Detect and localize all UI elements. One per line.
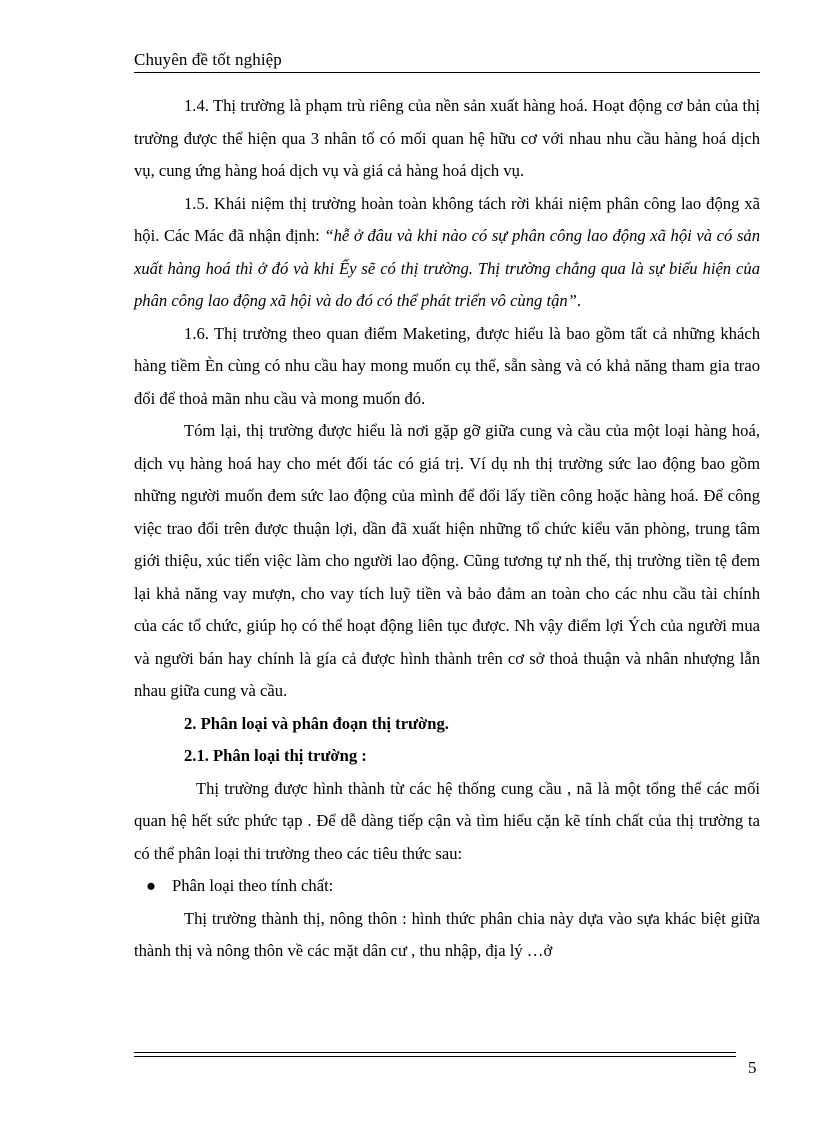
marx-quote: “hễ ở đâu và khi nào có sự phân công lao động xã hội và có sản xuất hàng hoá thì ở đó và khi Ếy sẽ có thị trường. Thị trường chẳng qua là sự biểu hiện của phân công lao động xã hội và do đó có thể phát triển vô cùng tận” [134,226,760,310]
document-body [134,90,760,968]
bullet-text: Phân loại theo tính chất: [172,876,334,895]
page-header-title: Chuyên đề tốt nghiệp [134,50,282,69]
footer-rule-bottom [134,1056,736,1057]
paragraph-1-5-end: . [576,291,582,310]
heading-section-2-1: 2.1. Phân loại thị trường : [184,746,367,765]
paragraph-1-4: 1.4. Thị trường là phạm trù riêng của nền sản xuất hàng hoá. Hoạt động cơ bản của thị trường được thể hiện qua 3 nhân tố có mối quan hệ hữu cơ với nhau nhu cầu hàng hoá dịch vụ, cung ứng hàng hoá dịch vụ và giá cả hàng hoá dịch vụ. [134,96,760,180]
bullet-item [134,870,760,903]
header-rule [134,72,760,73]
footer-rule-top [134,1052,736,1053]
paragraph-2-1: Thị trường được hình thành từ các hệ thống cung cầu , nã là một tổng thể các mối quan hệ hết sức phức tạp . Để dễ dàng tiếp cận và tìm hiểu cặn kẽ tính chất của thị trường ta có thể phân loại thi trường theo các tiêu thức sau: [134,778,760,863]
heading-section-2: 2. Phân loại và phân đoạn thị trường. [184,713,449,733]
page-number: 5 [748,1058,757,1077]
paragraph-summary: Tóm lại, thị trường được hiểu là nơi gặp gỡ giữa cung và cầu của một loại hàng hoá, dịch vụ hàng hoá hay cho mét đối tác có giá trị. Ví dụ nh thị trường sức lao động bao gồm những người muốn đem sức lao động của mình để đổi lấy tiền công hoặc hàng hoá. Để công việc trao đổi trên được thuận lợi, dần đã xuất hiện những tổ chức kiểu văn phòng, trung tâm giới thiệu, xúc tiến việc làm cho người lao động. Cũng tương tự nh thế, thị trường tiền tệ đem lại khả năng vay mượn, cho vay tích luỹ tiền và bảo đảm an toàn cho các nhu cầu tài chính của các tổ chức, giúp họ có thể hoạt động liên tục được. Nh vậy điểm lợi Ých của người mua và người bán hay chính là gía cả được hình thành trên cơ sở thoả thuận và nhân nhượng lẫn nhau giữa cung và cầu. [134,421,760,700]
paragraph-1-5 [134,188,760,318]
bullet-icon: ● [146,876,157,895]
paragraph-urban-rural: Thị trường thành thị, nông thôn : hình thức phân chia này dựa vào sựa khác biệt giữa thành thị và nông thôn về các mặt dân cư , thu nhập, địa lý …ở [134,908,760,960]
paragraph-1-5-lead: 1.5. Khái niệm thị trường hoàn toàn không tách rời khái niệm phân công lao động xã hội. Các Mác đã nhận định: [134,193,760,245]
paragraph-1-6: 1.6. Thị trường theo quan điểm Maketing, được hiểu là bao gồm tất cả những khách hàng tiềm Èn cùng có nhu cầu hay mong muốn cụ thể, sẵn sàng và có khả năng tham gia trao đổi để thoả mãn nhu cầu và mong muốn đó. [134,323,760,408]
